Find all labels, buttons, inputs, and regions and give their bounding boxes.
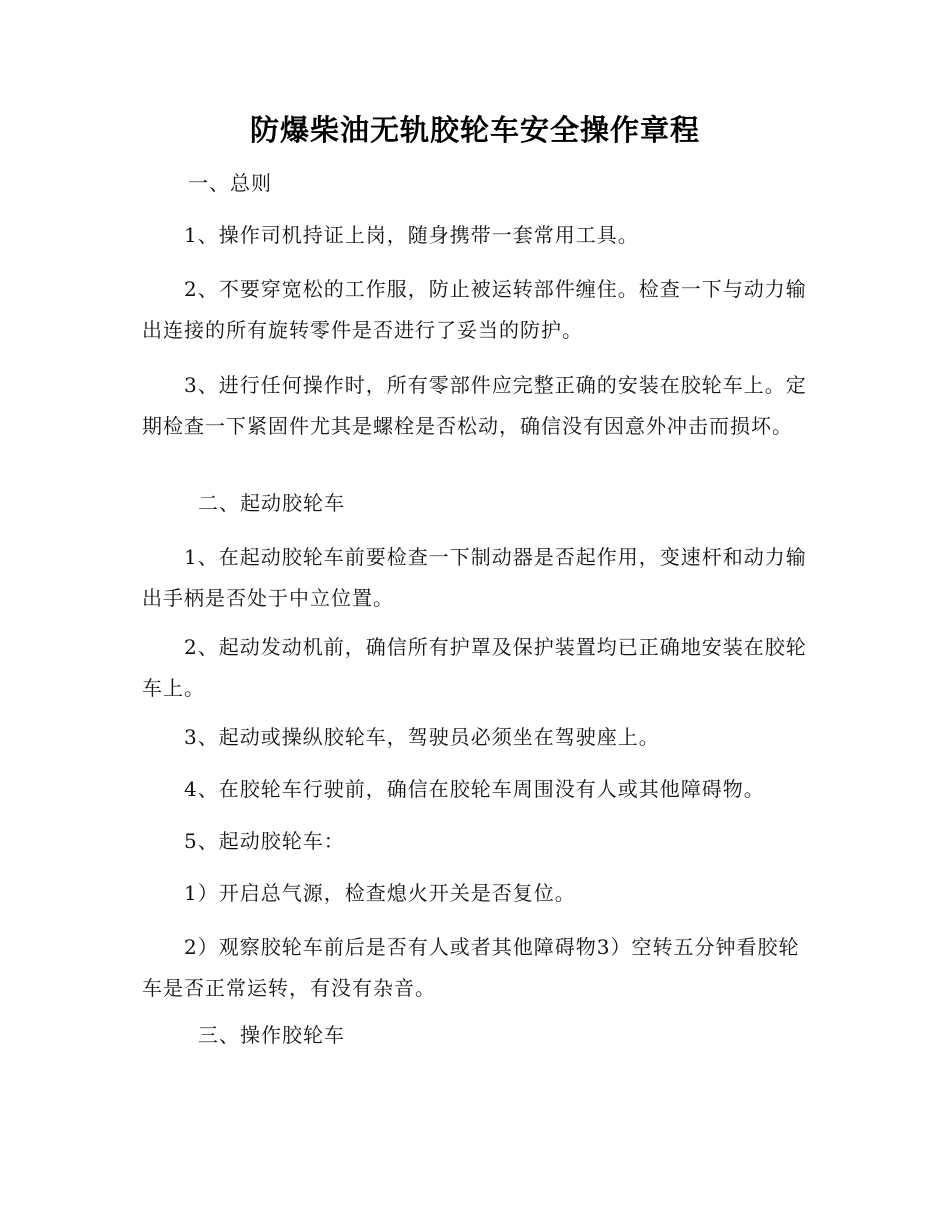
section-heading-start: 二、起动胶轮车: [198, 491, 345, 515]
paragraph-general-1: 1、操作司机持证上岗，随身携带一套常用工具。: [184, 223, 639, 247]
paragraph-start-2: 2、起动发动机前，确信所有护罩及保护装置均已正确地安装在胶轮车上。: [142, 635, 807, 700]
paragraph-start-4: 4、在胶轮车行驶前，确信在胶轮车周围没有人或其他障碍物。: [184, 777, 765, 801]
paragraph-start-5-1: 1）开启总气源，检查熄火开关是否复位。: [184, 881, 576, 905]
paragraph-general-2: 2、不要穿宽松的工作服，防止被运转部件缠住。检查一下与动力输出连接的所有旋转零件是否进行了妥当的防护。: [142, 277, 807, 342]
section-heading-general: 一、总则: [188, 171, 272, 195]
document-title: 防爆柴油无轨胶轮车安全操作章程: [249, 113, 700, 147]
paragraph-general-3: 3、进行任何操作时，所有零部件应完整正确的安装在胶轮车上。定期检查一下紧固件尤其是螺栓是否松动，确信没有因意外冲击而损坏。: [142, 373, 807, 438]
paragraph-start-3: 3、起动或操纵胶轮车，驾驶员必须坐在驾驶座上。: [184, 725, 660, 749]
paragraph-start-5: 5、起动胶轮车：: [184, 829, 345, 853]
paragraph-start-5-2: 2）观察胶轮车前后是否有人或者其他障碍物3）空转五分钟看胶轮车是否正常运转，有没有杂音。: [142, 935, 800, 1000]
section-heading-operate: 三、操作胶轮车: [198, 1023, 345, 1047]
paragraph-start-1: 1、在起动胶轮车前要检查一下制动器是否起作用，变速杆和动力输出手柄是否处于中立位置。: [142, 545, 807, 610]
